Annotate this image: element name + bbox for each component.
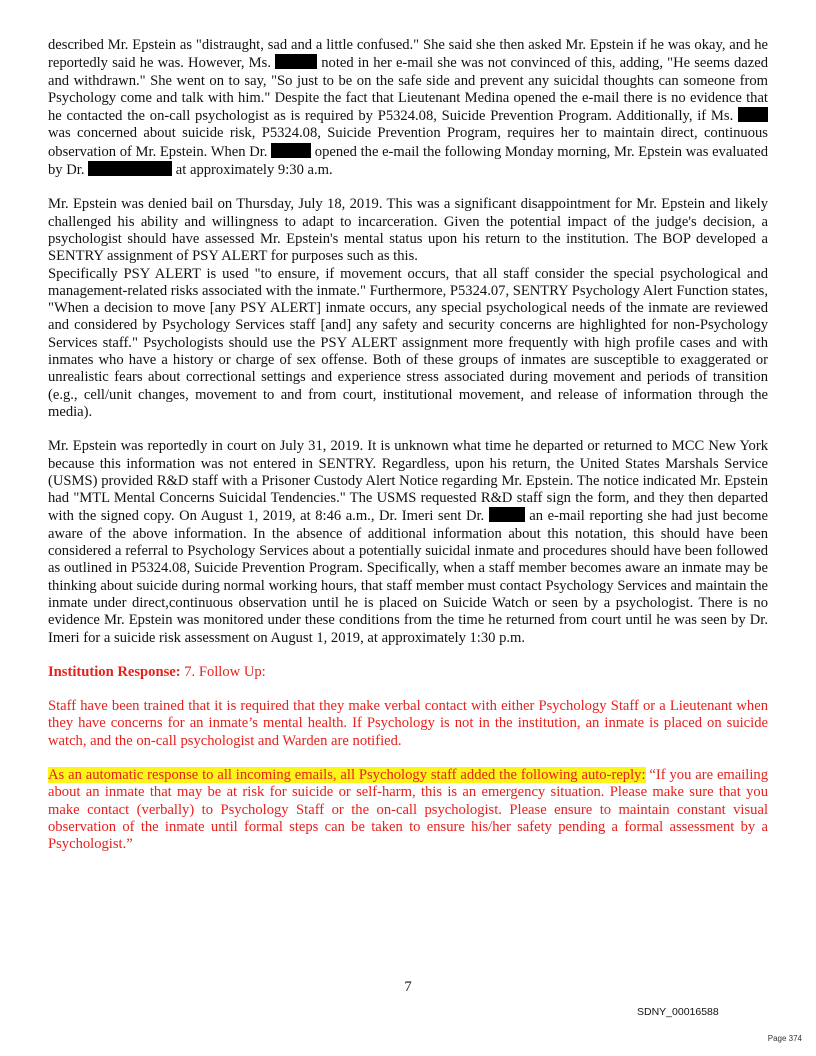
paragraph-court-return — [48, 438, 768, 647]
response-label: Institution Response: — [48, 663, 181, 680]
response-paragraph-training — [48, 698, 768, 750]
redaction-box — [489, 507, 525, 522]
text-run: opened the e-mail the following Monday morning, Mr. Epstein was evaluated by Dr. — [48, 143, 768, 179]
paragraph-notification — [48, 37, 768, 179]
redaction-box — [738, 107, 768, 122]
response-heading: 7. Follow Up: — [184, 663, 266, 680]
document-body — [48, 37, 768, 853]
redaction-box — [271, 143, 311, 158]
institution-response-heading — [48, 664, 768, 681]
response-paragraph-auto-reply — [48, 767, 768, 853]
paragraph-bail-denied — [48, 196, 768, 265]
redaction-box — [88, 161, 172, 176]
text-run: noted in her e-mail she was not convinced of this, adding, "He seems dazed and withdrawn." She went on to say, "So just to be on the safe side and prevent any suicidal thoughts can someone from Psychology come and talk with him." Despite the fact that Lieutenant Medina opened the e-mail there is no evidence that he contacted the on-call psychologist as is required by P5324.08, Suicide Prevention Program. Additionally, if Ms. — [48, 55, 768, 125]
text-run: an e-mail reporting she had just become aware of the above information. In the absence of additional information about this notation, this should have been considered a referral to Psychology Services about a potentially suicidal inmate and procedures should have been followed as outlined in P5324.08, Suicide Prevention Program. Specifically, when a staff member becomes aware an inmate may be thinking about suicide during normal working hours, that staff member must contact Psychology Services and maintain the inmate under direct,continuous observation until he is placed on Suicide Watch or seen by a psychologist. There is no evidence Mr. Epstein was monitored under these conditions from the time he returned from court until he was seen by Dr. Imeri for a suicide risk assessment on August 1, 2019, at approximately 1:30 p.m. — [48, 508, 768, 646]
text-run: Specifically PSY ALERT is used "to ensure, if movement occurs, that all staff consider the special psychological and management-related risks associated with the inmate." Furthermore, P5324.07, SENTRY Psychology Alert Function states, "When a decision to move [any PSY ALERT] inmate occurs, any special psychological needs of the inmate are reviewed and considered by Psychology Services staff [and] any safety and security concerns are highlighted for non-Psychology Services staff." Psychologists should use the PSY ALERT assignment more frequently with high profile cases and with inmates who have a history or charge of sex offense. Both of these groups of inmates are susceptible to exaggerated or unrealistic fears about correctional settings and experience stress associated during movement and periods of transition (e.g., cell/unit changes, movement to and from court, institutional movement, and release of information through the media). — [48, 265, 768, 420]
text-run: Mr. Epstein was reportedly in court on July 31, 2019. It is unknown what time he departed or returned to MCC New York because this information was not entered in SENTRY. Regardless, upon his return, the United States Marshals Service (USMS) provided R&D staff with a Prisoner Custody Alert Notice regarding Mr. Epstein. The notice indicated Mr. Epstein had "MTL Mental Concerns Suicidal Tendencies." The USMS requested R&D staff sign the form, and they then departed with the signed copy. On August 1, 2019, at 8:46 a.m., Dr. Imeri sent Dr. — [48, 438, 768, 525]
text-run: Mr. Epstein was denied bail on Thursday, July 18, 2019. This was a significant disappointment for Mr. Epstein and likely challenged his ability and willingness to adapt to incarceration. Given the potential impact of the judge's decision, a psychologist should have assessed Mr. Epstein's mental status upon his return to the institution. The BOP developed a SENTRY assignment of PSY ALERT for purposes such as this. — [48, 196, 768, 265]
highlighted-text: As an automatic response to all incoming emails, all Psychology staff added the following auto-reply: — [48, 766, 646, 783]
page-number: 7 — [404, 979, 412, 995]
bates-number: SDNY_00016588 — [637, 1006, 719, 1018]
text-run: at approximately 9:30 a.m. — [175, 162, 333, 179]
page-reference: Page 374 — [767, 1034, 802, 1043]
paragraph-psy-alert — [48, 266, 768, 422]
text-run: “If you are emailing about an inmate that may be at risk for suicide or self-harm, this is an emergency situation. Please make sure that you make contact (verbally) to Psychology Staff or the on-call psychologist. Please ensure to maintain constant visual observation of the inmate until formal steps can be taken to ensure his/her safety pending a formal assessment by a Psychologist.” — [48, 766, 769, 853]
redaction-box — [275, 54, 317, 69]
text-run: described Mr. Epstein as "distraught, sad and a little confused." She said she then asked Mr. Epstein if he was okay, and he reportedly said he was. However, Ms. — [48, 37, 768, 72]
text-run: Staff have been trained that it is required that they make verbal contact with either Psychology Staff or a Lieutenant when they have concerns for an inmate’s mental health. If Psychology is not in the institution, an inmate is placed on suicide watch, and the on-call psychologist and Warden are notified. — [48, 698, 768, 749]
text-run: was concerned about suicide risk, P5324.08, Suicide Prevention Program, requires her to maintain direct, continuous observation of Mr. Epstein. When Dr. — [48, 125, 768, 160]
